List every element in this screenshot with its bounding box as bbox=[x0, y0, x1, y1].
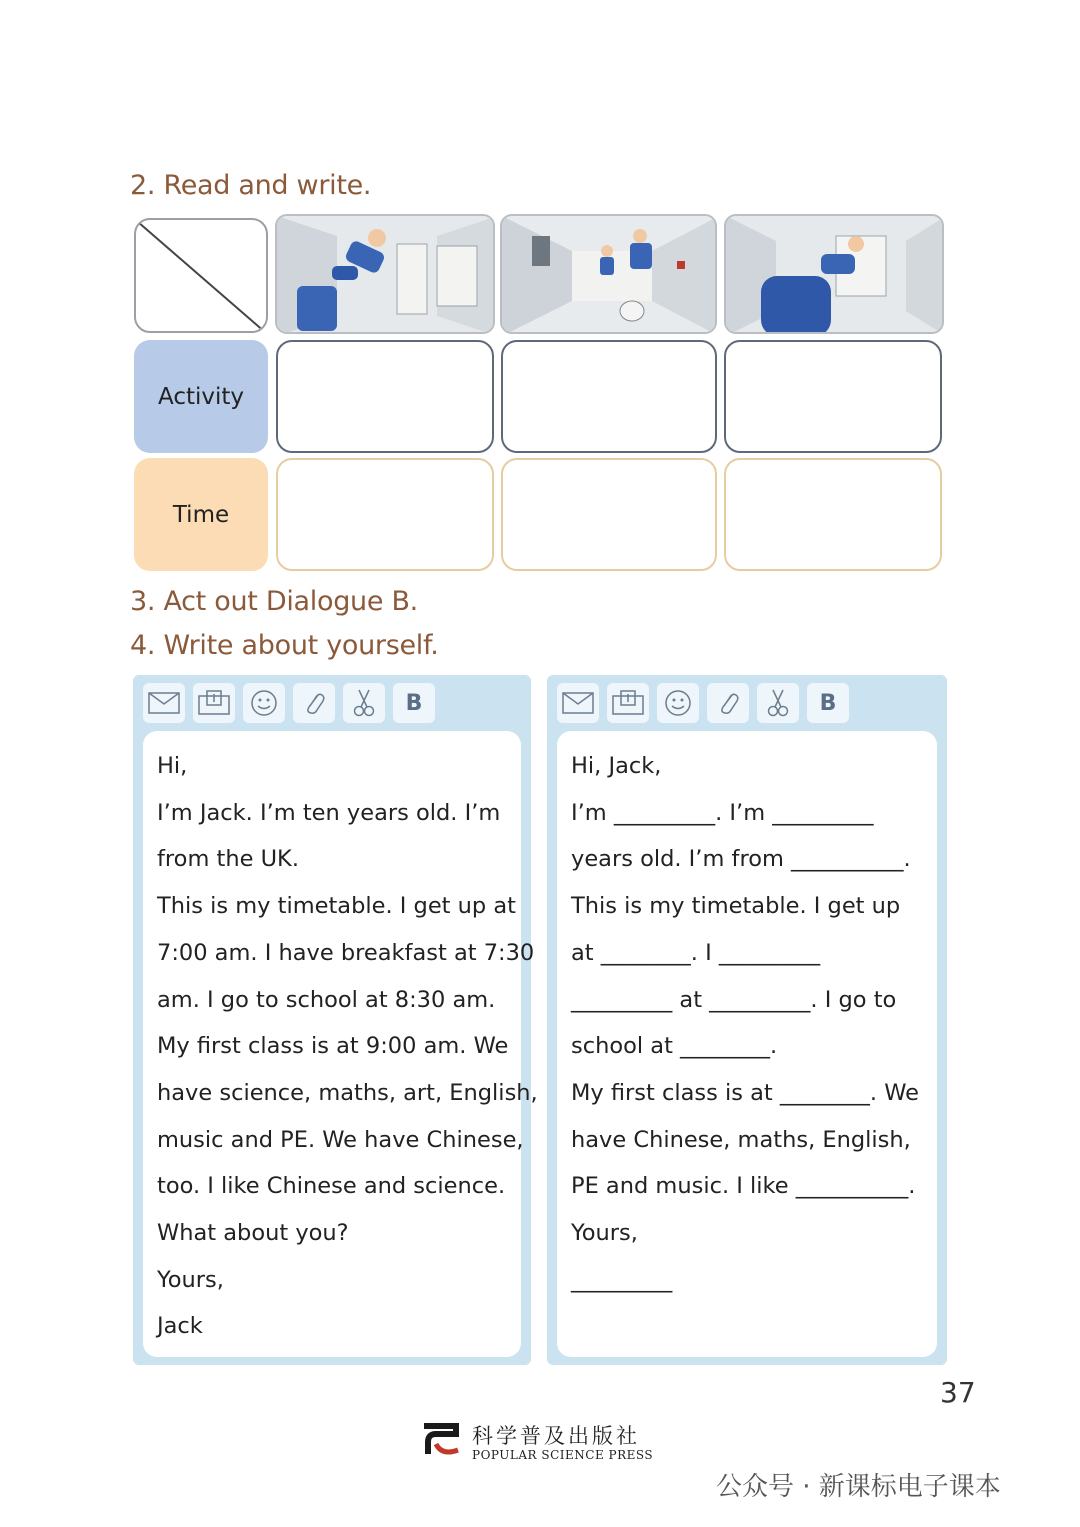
activity-answer-box-2[interactable] bbox=[501, 340, 717, 453]
paperclip-icon bbox=[707, 683, 749, 723]
letter-line: at ________. I _________ bbox=[571, 939, 821, 966]
section-4-heading: 4. Write about yourself. bbox=[130, 630, 439, 661]
letter-line: Jack bbox=[157, 1313, 203, 1340]
smiley-icon bbox=[243, 683, 285, 723]
table-corner-cell bbox=[134, 218, 268, 333]
letter-line: _________ bbox=[571, 1266, 673, 1293]
email-panel-right bbox=[547, 675, 947, 1365]
press-name-chinese: 科学普及出版社 bbox=[472, 1424, 640, 1448]
letter-line: This is my timetable. I get up at bbox=[157, 893, 516, 920]
letter-line: I’m _________. I’m _________ bbox=[571, 799, 874, 826]
press-logo-icon bbox=[418, 1420, 466, 1460]
letter-line: My first class is at ________. We bbox=[571, 1079, 919, 1106]
inbox-icon bbox=[607, 683, 649, 723]
letter-line: from the UK. bbox=[157, 846, 299, 873]
letter-line: school at ________. bbox=[571, 1033, 778, 1060]
letter-line: music and PE. We have Chinese, bbox=[157, 1126, 524, 1153]
time-answer-box-2[interactable] bbox=[501, 458, 717, 571]
paperclip-icon bbox=[293, 683, 335, 723]
activity-answer-box-1[interactable] bbox=[276, 340, 494, 453]
scissors-icon bbox=[343, 683, 385, 723]
scissors-icon bbox=[757, 683, 799, 723]
section-2-heading: 2. Read and write. bbox=[130, 170, 372, 201]
letter-line: _________ at _________. I go to bbox=[571, 986, 897, 1013]
letter-line: Hi, bbox=[157, 753, 188, 779]
press-name-english: POPULAR SCIENCE PRESS bbox=[472, 1448, 654, 1462]
row-label-time-text: Time bbox=[172, 501, 230, 528]
email-panel-left bbox=[133, 675, 538, 1365]
letter-line: PE and music. I like __________. bbox=[571, 1173, 916, 1200]
inbox-icon bbox=[193, 683, 235, 723]
letter-line: too. I like Chinese and science. bbox=[157, 1173, 506, 1200]
letter-line: Yours, bbox=[157, 1266, 224, 1293]
letter-text-left bbox=[157, 743, 538, 1350]
envelope-icon bbox=[557, 683, 599, 723]
letter-line: have science, maths, art, English, bbox=[157, 1079, 538, 1106]
illustration-sleeping-astronaut bbox=[275, 214, 495, 334]
time-answer-box-3[interactable] bbox=[724, 458, 942, 571]
illustration-exercising-astronaut bbox=[500, 214, 717, 334]
letter-line: This is my timetable. I get up bbox=[571, 893, 901, 920]
letter-text-right bbox=[571, 743, 931, 1303]
letter-line: Hi, Jack, bbox=[571, 753, 662, 779]
row-label-time bbox=[134, 458, 268, 571]
row-label-activity bbox=[134, 340, 268, 453]
letter-line: years old. I’m from __________. bbox=[571, 846, 911, 873]
smiley-icon bbox=[657, 683, 699, 723]
row-label-activity-text: Activity bbox=[157, 383, 244, 410]
page-number: 37 bbox=[940, 1376, 976, 1409]
bold-icon: B bbox=[393, 683, 435, 723]
letter-line: My first class is at 9:00 am. We bbox=[157, 1033, 509, 1060]
time-answer-box-1[interactable] bbox=[276, 458, 494, 571]
illustration-washing-astronaut bbox=[724, 214, 944, 334]
letter-line: 7:00 am. I have breakfast at 7:30 bbox=[157, 939, 535, 966]
letter-line: am. I go to school at 8:30 am. bbox=[157, 986, 496, 1013]
letter-line: What about you? bbox=[157, 1220, 349, 1247]
email-toolbar-right bbox=[557, 683, 849, 723]
bold-icon: B bbox=[807, 683, 849, 723]
email-body-left bbox=[143, 731, 538, 1357]
envelope-icon bbox=[143, 683, 185, 723]
diagonal-line bbox=[136, 220, 268, 333]
email-toolbar-left bbox=[143, 683, 435, 723]
section-3-heading: 3. Act out Dialogue B. bbox=[130, 586, 418, 617]
watermark-text: 公众号 · 新课标电子课本 bbox=[716, 1472, 1001, 1502]
activity-answer-box-3[interactable] bbox=[724, 340, 942, 453]
letter-line: have Chinese, maths, English, bbox=[571, 1126, 911, 1153]
letter-line: Yours, bbox=[571, 1220, 638, 1247]
email-body-right[interactable] bbox=[557, 731, 937, 1357]
letter-line: I’m Jack. I’m ten years old. I’m bbox=[157, 799, 501, 826]
